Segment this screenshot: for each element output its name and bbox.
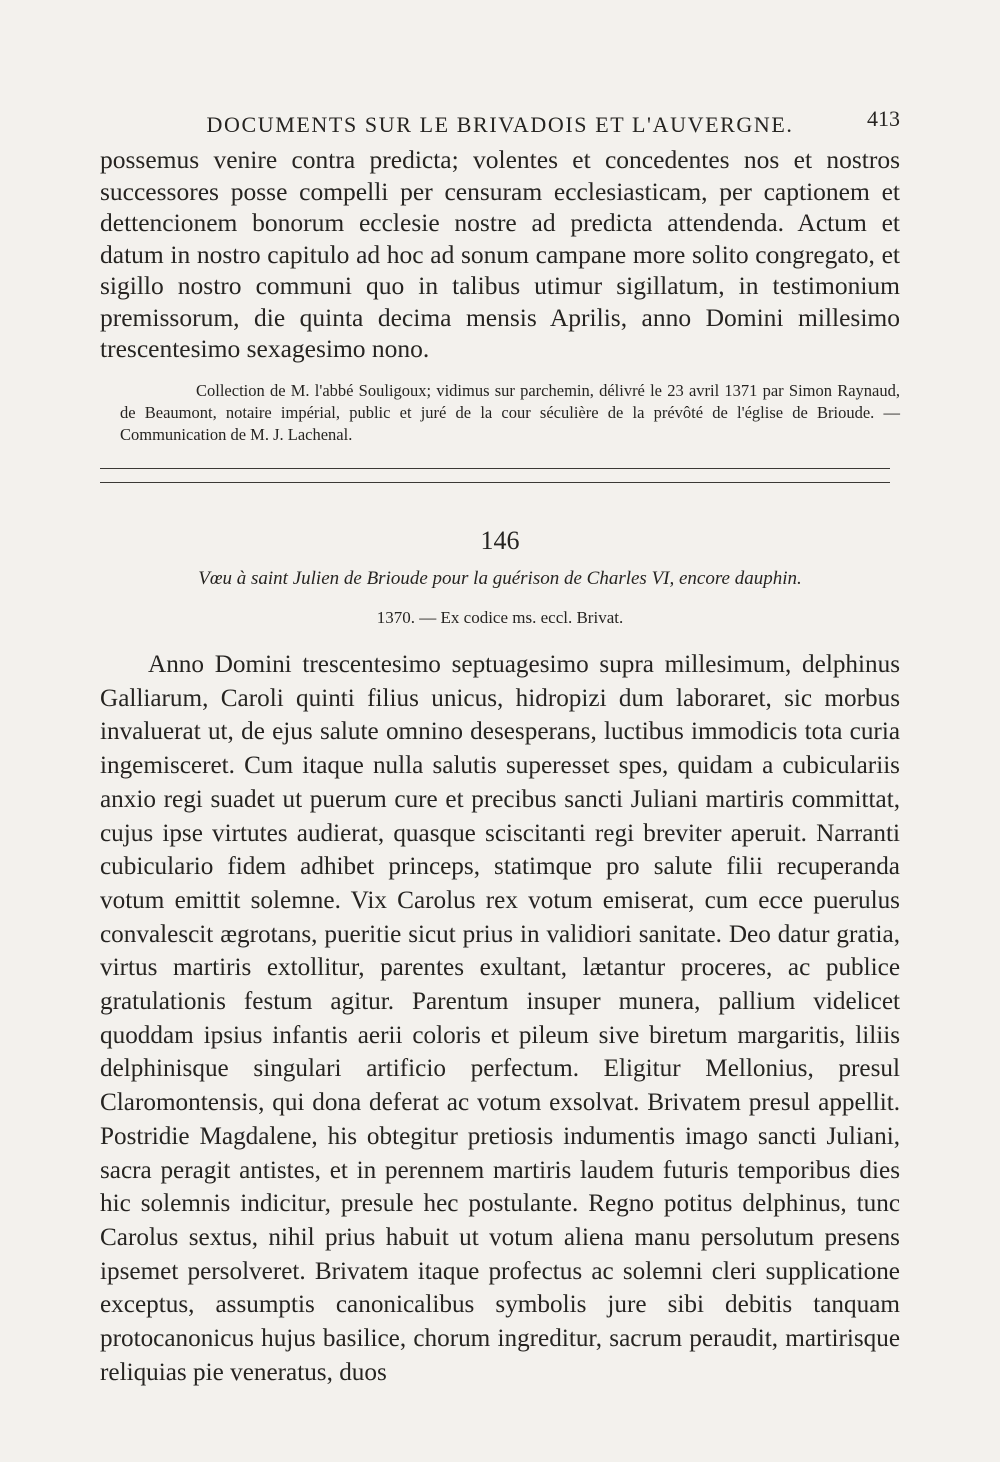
continuation-text [100,144,900,365]
continuation-paragraph: possemus venire contra predicta; volentes et concedentes nos et nostros successores posse compelli per censuram ecclesiasticam, per captionem et dettencionem bonorum ecclesie nostre ad predicta attendenda. Actum et datum in nostro capitulo ad hoc ad sonum campane more solito congregato, et sigillo nostro communi quo in talibus utimur sigillatum, in testimonium premissorum, die quinta decima mensis Aprilis, anno Domini millesimo trescentesimo sexagesimo nono. [100,145,900,363]
source-note: Collection de M. l'abbé Souligoux; vidimus sur parchemin, délivré le 23 avril 1371 par Simon Raynaud, de Beaumont, notaire impérial, public et juré de la cour séculière de la prévôté de l'église de Brioude. — Communication de M. J. Lachenal. [120,381,900,444]
running-head [100,104,900,144]
page-number: 413 [867,106,900,131]
document-body-paragraph: Anno Domini trescentesimo septuagesimo supra millesimum, delphinus Galliarum, Caroli quinti filius unicus, hidropizi dum laboraret, sic morbus invaluerat ut, de ejus salute omnino desesperans, luctibus immodicis tota curia ingemisceret. Cum itaque nulla salutis superesset spes, quidam a cubiculariis anxio regi suadet ut puerum cure et precibus sancti Juliani martiris committat, cujus ipse virtutes audierat, quasque sciscitanti regi breviter aperuit. Narranti cubiculario fidem adhibet princeps, statimque pro salute filii recuperanda votum emittit solemne. Vix Carolus rex votum emiserat, cum ecce puerulus convalescit ægrotans, pueritie sicut prius in validiori sanitate. Deo datur gratia, virtus martiris extollitur, parentes exultant, lætantur proceres, ac publice gratulationis festum agitur. Parentum insuper munera, pallium videlicet quoddam ipsius infantis aerii coloris et pileum sive biretum margaritis, liliis delphinisque singulari artificio perfectum. Eligitur Mellonius, presul Claromontensis, qui dona deferat ac votum exsolvat. Brivatem presul appellit. Postridie Magdalene, his obtegitur pretiosis indumentis imago sancti Juliani, sacra peragit antistes, et in perennem martiris laudem futuris temporibus dies hic solemnis indicitur, presule hec postulante. Regno potitus delphinus, tunc Carolus sextus, nihil prius habuit ut votum aliena manu persolutum presens ipsemet persolveret. Brivatem itaque profectus ac solemni cleri supplicatione exceptus, assumptis canonicalibus symbolis jure sibi debitis tanquam protocanonicus hujus basilice, chorum ingreditur, sacrum peraudit, martirisque reliquias pie veneratus, duos [100,651,900,1386]
section-divider-bottom [100,482,890,483]
document-number: 146 [480,526,520,555]
document-source: 1370. — Ex codice ms. eccl. Brivat. [376,608,624,627]
section-divider-top [100,468,890,469]
document-title: Vœu à saint Julien de Brioude pour la guérison de Charles VI, encore dauphin. [198,568,802,589]
document-body [100,648,900,1389]
running-title: DOCUMENTS SUR LE BRIVADOIS ET L'AUVERGNE. [206,112,794,137]
